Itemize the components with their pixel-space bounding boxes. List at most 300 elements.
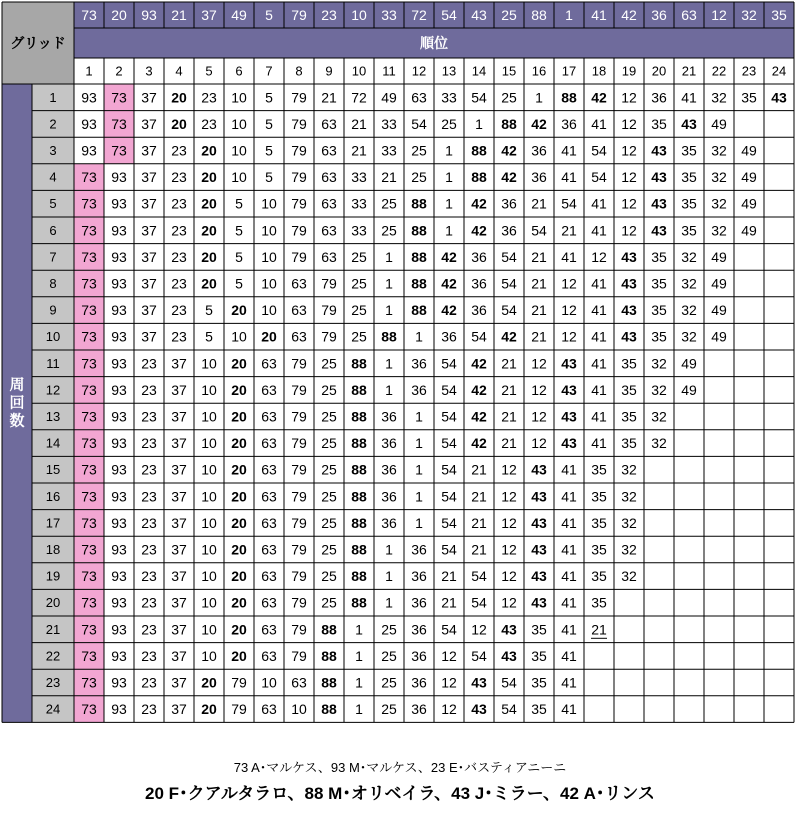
- position-cell: 63: [261, 701, 277, 718]
- position-cell: 54: [441, 408, 457, 425]
- position-cell: 32: [621, 488, 637, 505]
- grid-order-cell: 79: [291, 7, 307, 23]
- position-cell: 21: [531, 275, 547, 292]
- lap-number-cell: 23: [45, 675, 61, 690]
- position-cell: 54: [591, 169, 607, 186]
- position-cell: 23: [141, 435, 157, 452]
- position-cell: 37: [171, 435, 187, 452]
- position-cell: 37: [171, 674, 187, 691]
- position-cell: 12: [501, 488, 517, 505]
- position-cell: 63: [261, 568, 277, 585]
- position-cell: 5: [265, 169, 273, 186]
- position-cell: 54: [441, 514, 457, 531]
- position-cell: 12: [591, 248, 607, 265]
- position-cell: 5: [235, 275, 243, 292]
- position-cell: 25: [351, 248, 367, 265]
- position-cell: 35: [591, 488, 607, 505]
- position-cell: 73: [81, 248, 97, 265]
- position-number-cell: 22: [711, 63, 727, 79]
- position-cell: 63: [291, 275, 307, 292]
- position-cell: 93: [111, 488, 127, 505]
- position-cell: 23: [171, 302, 187, 319]
- position-cell: 37: [141, 195, 157, 212]
- position-cell: 73: [81, 169, 97, 186]
- position-cell: 93: [111, 541, 127, 558]
- position-cell: 88: [321, 674, 337, 691]
- position-cell: 73: [111, 142, 127, 159]
- position-cell: 41: [561, 488, 577, 505]
- lap-number-cell: 8: [49, 276, 57, 291]
- lap-number-cell: 2: [49, 116, 57, 132]
- position-number-cell: 21: [681, 63, 697, 79]
- position-cell: 37: [141, 248, 157, 265]
- position-cell: 37: [141, 275, 157, 292]
- position-cell: 37: [171, 514, 187, 531]
- position-cell: 54: [591, 142, 607, 159]
- grid-order-cell: 1: [565, 7, 573, 23]
- position-cell: 42: [441, 275, 457, 292]
- position-cell: 23: [141, 381, 157, 398]
- position-cell: 88: [351, 381, 367, 398]
- position-cell: 20: [231, 355, 247, 372]
- grid-order-cell: 37: [201, 7, 217, 23]
- position-cell: 20: [231, 568, 247, 585]
- position-cell: 79: [231, 701, 247, 718]
- position-cell: 23: [141, 408, 157, 425]
- position-cell: 79: [291, 488, 307, 505]
- position-cell: 25: [381, 647, 397, 664]
- position-cell: 54: [441, 381, 457, 398]
- position-cell: 63: [321, 248, 337, 265]
- position-cell: 35: [621, 435, 637, 452]
- position-cell: 37: [141, 142, 157, 159]
- position-cell: 73: [81, 355, 97, 372]
- grid-order-cell: 10: [351, 7, 367, 23]
- position-cell: 73: [81, 514, 97, 531]
- position-cell: 10: [291, 701, 307, 718]
- position-cell: 10: [261, 674, 277, 691]
- position-cell: 37: [171, 381, 187, 398]
- position-cell: 49: [741, 222, 757, 239]
- position-cell: 1: [445, 169, 453, 186]
- position-number-cell: 8: [295, 63, 303, 79]
- grid-order-cell: 88: [531, 7, 547, 23]
- position-cell: 12: [471, 621, 487, 638]
- position-cell: 73: [81, 222, 97, 239]
- position-cell: 1: [415, 488, 423, 505]
- position-cell: 93: [81, 89, 97, 106]
- position-cell: 33: [381, 115, 397, 132]
- position-cell: 35: [651, 328, 667, 345]
- lap-number-cell: 6: [49, 222, 57, 238]
- position-cell: 79: [291, 248, 307, 265]
- position-cell: 41: [561, 647, 577, 664]
- position-cell: 43: [651, 222, 667, 239]
- position-cell: 54: [441, 461, 457, 478]
- position-cell: 32: [711, 142, 727, 159]
- position-cell: 88: [471, 169, 487, 186]
- position-cell: 54: [441, 355, 457, 372]
- position-cell: 41: [561, 461, 577, 478]
- position-cell: 1: [415, 514, 423, 531]
- position-cell: 88: [411, 195, 427, 212]
- position-cell: 21: [321, 89, 337, 106]
- grid-order-cell: 43: [471, 7, 487, 23]
- legend-line-2: 20 F･クアルタラロ、88 M･オリベイラ、43 J･ミラー、42 A･リンス: [145, 784, 655, 803]
- position-cell: 1: [415, 328, 423, 345]
- position-cell: 12: [621, 115, 637, 132]
- position-cell: 93: [111, 701, 127, 718]
- position-cell: 23: [171, 142, 187, 159]
- position-cell: 32: [711, 89, 727, 106]
- position-cell: 10: [231, 169, 247, 186]
- position-cell: 25: [351, 328, 367, 345]
- position-cell: 20: [201, 195, 217, 212]
- lap-number-cell: 10: [45, 329, 61, 345]
- lap-number-cell: 4: [49, 169, 57, 185]
- grid-order-cell: 54: [441, 7, 457, 23]
- position-cell: 20: [231, 541, 247, 558]
- position-cell: 41: [561, 621, 577, 638]
- position-cell: 37: [171, 647, 187, 664]
- position-cell: 37: [141, 89, 157, 106]
- position-number-cell: 19: [621, 63, 637, 79]
- lap-label-char: 数: [9, 412, 25, 430]
- position-cell: 12: [621, 169, 637, 186]
- position-cell: 5: [265, 89, 273, 106]
- position-cell: 93: [111, 594, 127, 611]
- position-cell: 21: [561, 222, 577, 239]
- position-cell: 42: [471, 195, 487, 212]
- position-cell: 43: [531, 514, 547, 531]
- position-cell: 88: [351, 355, 367, 372]
- position-cell: 79: [291, 514, 307, 531]
- position-cell: 41: [561, 142, 577, 159]
- position-cell: 35: [531, 621, 547, 638]
- position-cell: 41: [591, 195, 607, 212]
- grid-order-cell: 49: [231, 7, 247, 23]
- position-cell: 32: [651, 381, 667, 398]
- position-cell: 10: [201, 514, 217, 531]
- position-cell: 42: [501, 169, 517, 186]
- position-number-cell: 24: [771, 63, 787, 79]
- grid-order-cell: 5: [265, 7, 273, 23]
- position-cell: 21: [591, 621, 607, 638]
- position-cell: 36: [471, 248, 487, 265]
- position-cell: 54: [561, 195, 577, 212]
- position-cell: 12: [441, 674, 457, 691]
- position-cell: 1: [385, 302, 393, 319]
- position-cell: 35: [651, 302, 667, 319]
- position-cell: 1: [535, 89, 543, 106]
- position-cell: 36: [531, 142, 547, 159]
- position-number-cell: 3: [145, 63, 153, 79]
- position-cell: 36: [411, 568, 427, 585]
- position-cell: 73: [81, 541, 97, 558]
- position-cell: 63: [261, 514, 277, 531]
- position-cell: 54: [471, 328, 487, 345]
- position-cell: 37: [171, 488, 187, 505]
- position-cell: 49: [741, 195, 757, 212]
- position-cell: 88: [411, 302, 427, 319]
- position-cell: 1: [355, 621, 363, 638]
- position-cell: 32: [651, 435, 667, 452]
- position-cell: 43: [651, 142, 667, 159]
- position-number-cell: 14: [471, 63, 487, 79]
- position-cell: 36: [471, 302, 487, 319]
- position-cell: 36: [381, 435, 397, 452]
- position-cell: 23: [171, 195, 187, 212]
- lap-number-cell: 16: [45, 488, 61, 504]
- position-cell: 73: [81, 302, 97, 319]
- position-cell: 54: [501, 248, 517, 265]
- position-cell: 10: [231, 328, 247, 345]
- position-cell: 43: [621, 248, 637, 265]
- position-cell: 25: [351, 302, 367, 319]
- position-cell: 42: [471, 408, 487, 425]
- position-cell: 79: [291, 568, 307, 585]
- position-cell: 42: [501, 142, 517, 159]
- position-cell: 35: [651, 248, 667, 265]
- position-cell: 36: [501, 222, 517, 239]
- position-cell: 41: [591, 408, 607, 425]
- position-cell: 79: [231, 674, 247, 691]
- position-cell: 23: [141, 488, 157, 505]
- position-cell: 25: [381, 222, 397, 239]
- position-cell: 23: [141, 355, 157, 372]
- lap-number-cell: 1: [49, 89, 57, 105]
- position-cell: 93: [111, 275, 127, 292]
- position-cell: 25: [321, 381, 337, 398]
- lap-number-cell: 11: [46, 355, 60, 371]
- position-cell: 43: [561, 408, 577, 425]
- position-cell: 41: [561, 514, 577, 531]
- position-cell: 10: [201, 355, 217, 372]
- grid-order-cell: 12: [711, 7, 727, 23]
- position-cell: 93: [81, 142, 97, 159]
- position-cell: 93: [111, 621, 127, 638]
- position-cell: 21: [351, 142, 367, 159]
- position-cell: 1: [355, 674, 363, 691]
- position-cell: 54: [471, 89, 487, 106]
- position-cell: 43: [561, 435, 577, 452]
- position-cell: 41: [591, 222, 607, 239]
- position-cell: 10: [261, 302, 277, 319]
- grid-order-cell: 23: [321, 7, 337, 23]
- position-cell: 35: [681, 142, 697, 159]
- position-cell: 35: [651, 115, 667, 132]
- position-cell: 73: [81, 408, 97, 425]
- position-cell: 36: [411, 674, 427, 691]
- position-cell: 88: [351, 568, 367, 585]
- position-cell: 25: [321, 408, 337, 425]
- position-cell: 93: [81, 115, 97, 132]
- grid-order-cell: 35: [771, 7, 787, 23]
- position-cell: 21: [351, 115, 367, 132]
- position-cell: 49: [741, 169, 757, 186]
- position-cell: 36: [561, 115, 577, 132]
- position-number-cell: 18: [591, 63, 607, 79]
- position-cell: 10: [261, 222, 277, 239]
- position-cell: 25: [441, 115, 457, 132]
- lap-number-cell: 19: [45, 568, 61, 584]
- position-cell: 79: [291, 647, 307, 664]
- position-cell: 41: [561, 594, 577, 611]
- position-number-cell: 11: [382, 63, 396, 79]
- position-cell: 20: [171, 115, 187, 132]
- position-cell: 21: [501, 381, 517, 398]
- position-number-cell: 5: [205, 63, 213, 79]
- position-cell: 12: [561, 302, 577, 319]
- position-cell: 1: [385, 248, 393, 265]
- position-cell: 37: [171, 461, 187, 478]
- position-cell: 49: [711, 328, 727, 345]
- position-cell: 25: [321, 488, 337, 505]
- position-cell: 32: [621, 541, 637, 558]
- position-cell: 79: [291, 541, 307, 558]
- position-cell: 73: [81, 328, 97, 345]
- position-cell: 37: [141, 169, 157, 186]
- position-cell: 93: [111, 568, 127, 585]
- position-cell: 35: [621, 408, 637, 425]
- position-cell: 20: [231, 488, 247, 505]
- position-cell: 88: [561, 89, 577, 106]
- position-cell: 21: [501, 408, 517, 425]
- position-cell: 23: [141, 541, 157, 558]
- position-cell: 63: [321, 142, 337, 159]
- position-cell: 79: [291, 408, 307, 425]
- position-cell: 12: [441, 647, 457, 664]
- position-cell: 49: [681, 381, 697, 398]
- position-cell: 21: [501, 355, 517, 372]
- position-cell: 12: [501, 514, 517, 531]
- position-cell: 23: [141, 647, 157, 664]
- position-cell: 43: [501, 621, 517, 638]
- position-cell: 1: [475, 115, 483, 132]
- position-cell: 12: [531, 381, 547, 398]
- position-cell: 5: [205, 328, 213, 345]
- position-cell: 25: [321, 568, 337, 585]
- position-cell: 1: [445, 195, 453, 212]
- position-cell: 54: [441, 621, 457, 638]
- position-cell: 32: [681, 275, 697, 292]
- position-cell: 93: [111, 408, 127, 425]
- position-cell: 10: [201, 488, 217, 505]
- position-cell: 10: [201, 568, 217, 585]
- position-cell: 1: [415, 408, 423, 425]
- position-cell: 36: [651, 89, 667, 106]
- position-cell: 35: [681, 222, 697, 239]
- position-cell: 12: [441, 701, 457, 718]
- position-cell: 63: [261, 594, 277, 611]
- position-cell: 10: [201, 461, 217, 478]
- position-cell: 79: [291, 115, 307, 132]
- position-cell: 10: [201, 408, 217, 425]
- position-cell: 23: [171, 222, 187, 239]
- position-cell: 73: [81, 594, 97, 611]
- grid-order-cell: 32: [741, 7, 757, 23]
- position-cell: 23: [141, 568, 157, 585]
- position-cell: 36: [411, 541, 427, 558]
- position-cell: 63: [261, 647, 277, 664]
- position-cell: 5: [235, 222, 243, 239]
- position-cell: 88: [471, 142, 487, 159]
- position-cell: 42: [471, 355, 487, 372]
- position-header: 順位: [420, 35, 448, 51]
- position-number-cell: 10: [351, 63, 367, 79]
- position-cell: 37: [171, 408, 187, 425]
- position-cell: 20: [231, 435, 247, 452]
- position-cell: 32: [651, 355, 667, 372]
- position-cell: 93: [111, 169, 127, 186]
- position-number-cell: 20: [651, 63, 667, 79]
- position-cell: 54: [501, 674, 517, 691]
- position-cell: 12: [501, 541, 517, 558]
- position-cell: 88: [411, 248, 427, 265]
- position-cell: 93: [111, 674, 127, 691]
- position-cell: 12: [531, 355, 547, 372]
- position-cell: 88: [381, 328, 397, 345]
- position-cell: 37: [171, 701, 187, 718]
- position-cell: 93: [111, 381, 127, 398]
- position-cell: 25: [321, 435, 337, 452]
- position-cell: 43: [531, 461, 547, 478]
- position-cell: 63: [321, 169, 337, 186]
- grid-order-cell: 72: [411, 7, 427, 23]
- position-cell: 63: [261, 355, 277, 372]
- position-cell: 63: [321, 222, 337, 239]
- position-cell: 23: [141, 674, 157, 691]
- position-cell: 20: [231, 647, 247, 664]
- position-cell: 43: [771, 89, 787, 106]
- grid-order-cell: 21: [171, 7, 187, 23]
- position-cell: 21: [531, 302, 547, 319]
- position-cell: 73: [81, 381, 97, 398]
- position-cell: 41: [561, 674, 577, 691]
- position-cell: 37: [141, 328, 157, 345]
- position-cell: 63: [291, 302, 307, 319]
- lap-label-char: 周: [9, 376, 25, 394]
- lap-number-cell: 21: [45, 621, 61, 637]
- position-cell: 21: [531, 248, 547, 265]
- position-cell: 12: [501, 594, 517, 611]
- position-number-cell: 17: [561, 63, 577, 79]
- position-number-cell: 2: [115, 63, 123, 79]
- position-cell: 36: [501, 195, 517, 212]
- position-cell: 63: [261, 461, 277, 478]
- position-cell: 63: [411, 89, 427, 106]
- grid-order-cell: 20: [111, 7, 127, 23]
- position-cell: 21: [471, 488, 487, 505]
- position-cell: 73: [81, 461, 97, 478]
- lap-number-cell: 20: [45, 595, 61, 611]
- position-cell: 41: [591, 381, 607, 398]
- position-cell: 54: [471, 647, 487, 664]
- position-cell: 93: [111, 248, 127, 265]
- position-cell: 20: [201, 674, 217, 691]
- position-cell: 1: [445, 222, 453, 239]
- position-cell: 73: [81, 674, 97, 691]
- position-cell: 12: [621, 142, 637, 159]
- position-cell: 42: [591, 89, 607, 106]
- position-cell: 41: [561, 568, 577, 585]
- position-cell: 1: [385, 541, 393, 558]
- position-cell: 1: [385, 594, 393, 611]
- position-number-cell: 12: [411, 63, 427, 79]
- position-cell: 20: [231, 381, 247, 398]
- position-cell: 79: [291, 355, 307, 372]
- position-cell: 10: [261, 248, 277, 265]
